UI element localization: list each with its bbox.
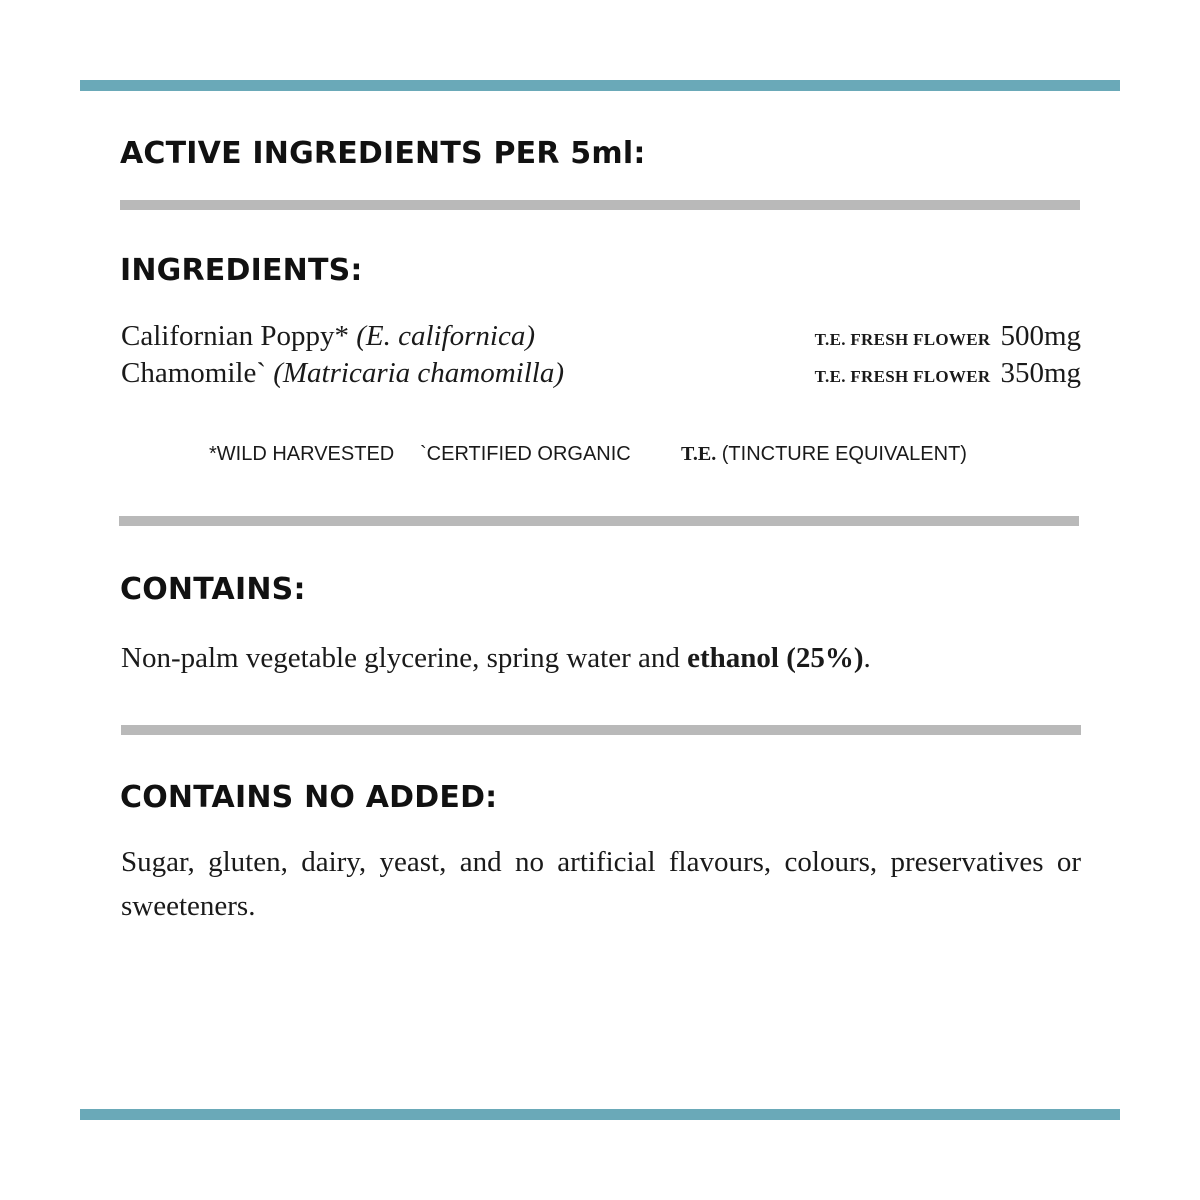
legend-te-abbreviation: T.E. bbox=[681, 443, 717, 465]
ingredient-dose-block bbox=[815, 320, 1081, 353]
ingredient-name-block bbox=[121, 320, 535, 353]
divider-2 bbox=[119, 516, 1079, 526]
legend-tincture-equivalent bbox=[681, 443, 967, 466]
divider-3 bbox=[121, 725, 1081, 735]
ingredient-amount: 500mg bbox=[1000, 320, 1081, 352]
ingredient-latin-name: (E. californica) bbox=[356, 320, 535, 352]
legend-te-full: (TINCTURE EQUIVALENT) bbox=[721, 443, 967, 465]
bottom-accent-rule bbox=[80, 1109, 1120, 1120]
divider-1 bbox=[120, 200, 1080, 210]
ingredient-row-chamomile bbox=[121, 357, 1081, 393]
ethanol-percentage: ethanol (25%) bbox=[687, 642, 864, 674]
ingredient-name: Chamomile` bbox=[121, 357, 266, 389]
tincture-equivalent-label: T.E. FRESH FLOWER bbox=[814, 330, 991, 349]
top-accent-rule bbox=[80, 80, 1120, 91]
active-ingredients-heading: ACTIVE INGREDIENTS PER 5ml: bbox=[120, 136, 646, 171]
no-added-text: Sugar, gluten, dairy, yeast, and no artificial flavours, colours, preservatives or sweeteners. bbox=[121, 846, 1081, 922]
ingredient-amount: 350mg bbox=[1000, 357, 1081, 389]
legend-wild-harvested: *WILD HARVESTED bbox=[209, 443, 395, 465]
tincture-equivalent-label: T.E. FRESH FLOWER bbox=[814, 367, 991, 386]
ingredient-name-block bbox=[121, 357, 564, 390]
contains-text-main: Non-palm vegetable glycerine, spring water and bbox=[121, 642, 688, 674]
contains-no-added-heading: CONTAINS NO ADDED: bbox=[120, 780, 498, 815]
ingredients-heading: INGREDIENTS: bbox=[120, 253, 363, 288]
legend-certified-organic: `CERTIFIED ORGANIC bbox=[420, 443, 631, 465]
contains-text bbox=[121, 642, 871, 675]
contains-heading: CONTAINS: bbox=[120, 572, 306, 607]
ingredient-dose-block bbox=[815, 357, 1081, 390]
ingredient-name: Californian Poppy* bbox=[121, 320, 349, 352]
ingredient-row-californian-poppy bbox=[121, 320, 1081, 356]
ingredient-latin-name: (Matricaria chamomilla) bbox=[273, 357, 564, 389]
contains-text-end: . bbox=[863, 642, 871, 674]
